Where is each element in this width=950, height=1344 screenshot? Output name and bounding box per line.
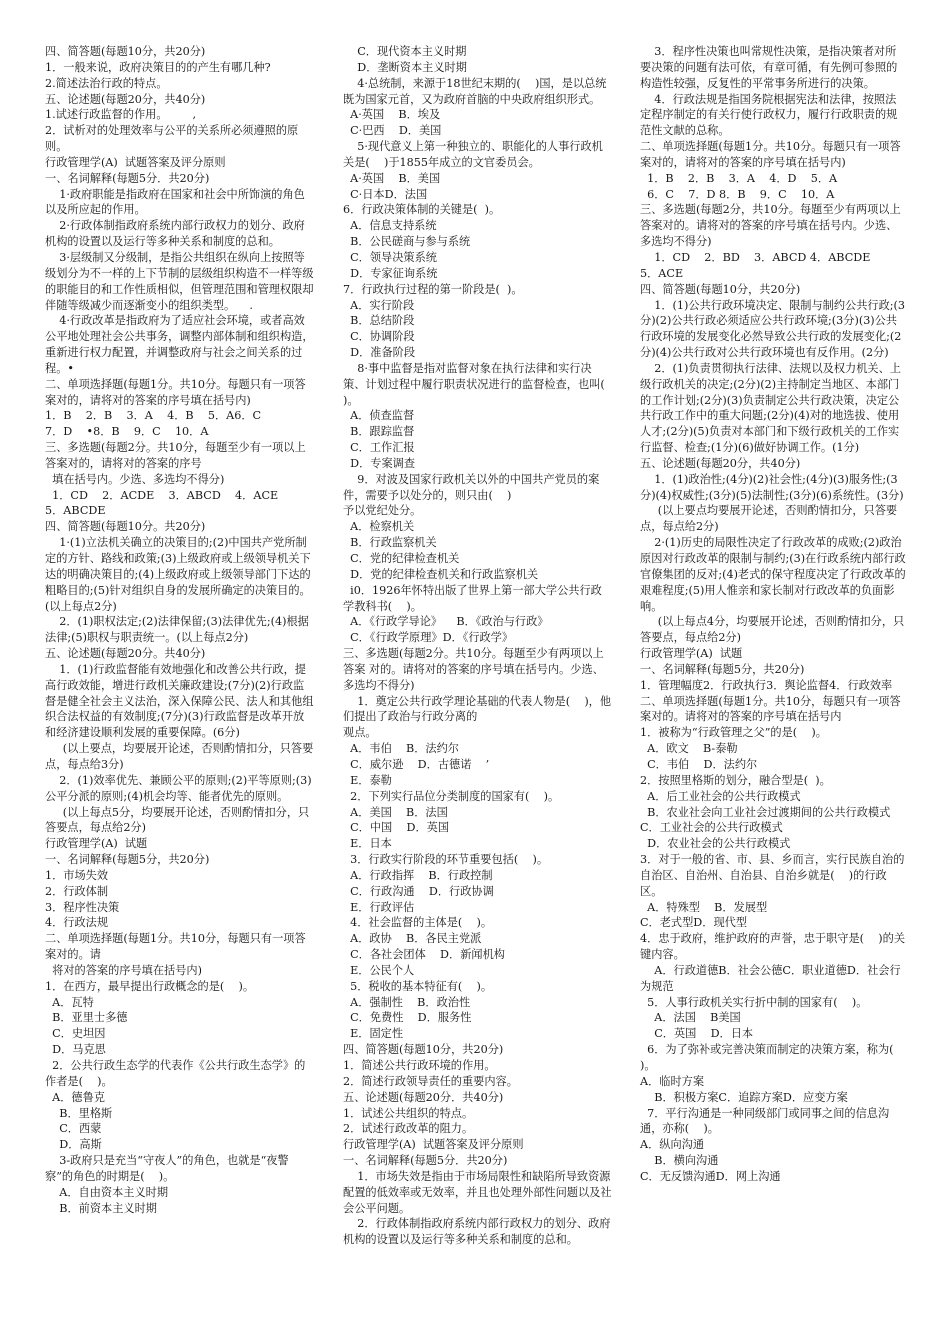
text-line: 三、多选题(每题2分。共10分。每题至少有两项以上答案 对的。请将对的答案的序号填在括号内。少选、多选均不得分) <box>343 647 604 692</box>
text-line: C．史坦因 <box>45 1027 106 1041</box>
text-line: (以上每点5分，均要展开论述，否则酌情扣分，只答要点，每点给2分) <box>45 805 310 835</box>
text-line: 五、论述题(每题20分。共40分) <box>45 647 206 661</box>
text-line: A．《行政学导论》 B．《政治与行政》 <box>343 615 549 629</box>
text-line: 3．程序性决策也叫常规性决策，是指决策者对所要决策的问题有法可依，有章可循，有先例可参照的构造性较强，反复性的平常事务所进行的决策。 <box>640 45 898 90</box>
text-line: 1．简述公共行政环境的作用。 <box>343 1059 496 1072</box>
text-line: 1．奠定公共行政学理论基础的代表人物是( )，他们提出了政治与行政分离的 <box>343 694 612 724</box>
text-line: A．政协 B．各民主党派 <box>343 932 482 946</box>
text-line: 6．C 7．D 8．B 9．C 10．A <box>640 187 835 201</box>
text-line: C．韦伯 D．法约尔 <box>640 757 758 771</box>
text-line: 1．CD 2．BD 3．ABCD 4．ABCDE <box>640 250 871 264</box>
text-line: A．强制性 B．政治性 <box>343 995 471 1009</box>
text-line: 3．程序性决策 <box>45 900 120 914</box>
text-line: 4．行政法规 <box>45 916 109 930</box>
text-line: C．《行政学原理》D．《行政学》 <box>343 631 514 645</box>
text-line: B．前资本主义时期 <box>45 1201 157 1215</box>
text-line: 1．管理幅度2．行政执行3．舆论监督4．行政效率 <box>640 678 893 692</box>
text-line: 4·总统制，来源于18世纪末期的( )国，是以总统既为国家元首，又为政府首脑的中央政府组织形式。 <box>343 76 607 106</box>
text-line: 填在括号内。少选、多选均不得分) <box>45 472 225 486</box>
text-line: B．公民磋商与参与系统 <box>343 235 471 249</box>
text-line: D．党的纪律检查机关和行政监察机关 <box>343 567 539 581</box>
text-line: (以上要点均要展开论述，否则酌情扣分，只答要点，每点给2分) <box>640 504 898 534</box>
text-line: 行政管理学(A) 试题 <box>640 647 743 661</box>
text-line: A．韦伯 B．法约尔 <box>343 742 459 756</box>
text-line: C．工业社会的公共行政模式 <box>640 821 783 835</box>
text-line: 一、名词解释(每题5分．共20分) <box>343 1154 508 1168</box>
text-line: D．准备阶段 <box>343 346 416 360</box>
text-line: 2．(1)负责贯彻执行法律、法规以及权力机关、上级行政机关的决定;(2分)(2)主持制定当地区、本部门的工作计划;(2分)(3)负责制定公共行政决策，决定公共行政工作中的重大问题;(2分)(4)对的地选拔、使用人才;(2分)(5)负责对本部门和下级行政机关的工作实行监督、检查;(1分)(6)做好协调工作。(1分) <box>640 361 901 455</box>
text-line: 1．(1)政治性;(4分)(2)社会性;(4分)(3)服务性;(3分)(4)权威性;(3分)(5)法制性;(3分)(6)系统性。(3分) <box>640 472 904 502</box>
text-line: A·英国 B．埃及 <box>343 108 441 122</box>
text-line: C．无反馈沟通D．网上沟通 <box>640 1169 781 1183</box>
text-line: 四、简答题(每题10分。共20分) <box>45 520 206 534</box>
text-line: 7．D •8．B 9．C 10．A <box>45 425 209 439</box>
text-line: 2．(1)职权法定;(2)法律保留;(3)法律优先;(4)根据法律;(5)职权与职责统一。(以上每点2分) <box>45 615 309 645</box>
text-line: 1．被称为“行政管理之父”的是( )。 <box>640 726 827 740</box>
text-line: 5．人事行政机关实行折中制的国家有( )。 <box>640 995 868 1009</box>
text-line: C．英国 D．日本 <box>640 1027 754 1041</box>
text-line: A．特殊型 B．发展型 <box>640 900 768 914</box>
text-line: 三、多选题(每题2分。共10分，每题至少有一项以上答案对的，请将对的答案的序号 <box>45 441 306 470</box>
text-line: 1．在西方，最早提出行政概念的是( )。 <box>45 979 255 993</box>
text-line: 二、单项选择题(每题1分。共10分，每题只有一项答案对的。请 <box>45 932 306 962</box>
text-line: 行政管理学(A) 试题答案及评分原则 <box>343 1138 524 1152</box>
text-line: 行政管理学(A) 试题答案及评分原则 <box>45 155 226 169</box>
text-line: 三、多选题(每题2分，共10分。每题至少有两项以上答案对的。请将对的答案的序号填在括号内。少选、多选均不得分) <box>640 203 901 249</box>
text-line: B．里格斯 <box>45 1106 113 1120</box>
text-line: E．固定性 <box>343 1027 404 1041</box>
text-line: 6．行政决策体制的关键是( )。 <box>343 203 501 217</box>
text-line: C·巴西 D．美国 <box>343 124 442 138</box>
text-line: 五、论述题(每题20分．共40分) <box>343 1090 504 1104</box>
text-line: 1．一般来说，政府决策目的的产生有哪几种? <box>45 60 271 74</box>
text-line: B．跟踪监督 <box>343 425 415 439</box>
text-line: 五、论述题(每题20分，共40分) <box>640 456 801 470</box>
text-line: A．纵向沟通 <box>640 1138 705 1152</box>
text-line: D．高斯 <box>45 1138 102 1152</box>
text-line: 四、简答题(每题10分，共20分) <box>45 45 206 58</box>
text-line: C．西蒙 <box>45 1122 102 1136</box>
text-line: A．美国 B．法国 <box>343 805 448 819</box>
text-line: 8·事中监督是指对监督对象在执行法律和实行决策、计划过程中履行职责状况进行的监督检查，也叫( )。 <box>343 361 612 407</box>
text-line: A．后工业社会的公共行政模式 <box>640 789 801 803</box>
text-line: A．侦查监督 <box>343 409 415 423</box>
text-line: 2．行政体制 <box>45 884 109 898</box>
text-line: 2．公共行政生态学的代表作《公共行政生态学》的作者是( )。 <box>45 1059 306 1088</box>
text-line: 2．按照里格斯的划分，融合型是( )。 <box>640 773 831 787</box>
text-line: C·日本D．法国 <box>343 187 428 201</box>
text-line: 1.试述行政监督的作用。 , <box>45 108 196 122</box>
text-line: 1．试述公共组织的特点。 <box>343 1106 474 1120</box>
text-line: A．行政指挥 B．行政控制 <box>343 868 493 882</box>
text-line: A．临时方案 <box>640 1074 705 1088</box>
text-line: C．党的纪律检查机关 <box>343 552 460 565</box>
text-line: 四、简答题(每题10分，共20分) <box>343 1043 504 1057</box>
text-line: A．自由资本主义时期 <box>45 1185 169 1199</box>
text-line: 2.简述法治行政的特点。 <box>45 76 168 90</box>
text-line: 1．B 2．B 3．A 4．D 5．A <box>640 171 838 185</box>
text-line: 3-政府只是充当“守夜人”的角色，也就是“夜警察”的角色的时期是( )。 <box>45 1154 289 1183</box>
text-line: 1·政府职能是指政府在国家和社会中所饰演的角色以及所应起的作用。 <box>45 187 305 217</box>
text-line: 1．(1)公共行政环境决定、限制与制约公共行政;(3分)(2)公共行政必须适应公共行政环境;(3分)(3)公共行政环境的发展变化必然导致公共行政的发展变化;(2分)(4)公共行政对公共行政环境也有反作用。(2分) <box>640 298 906 360</box>
text-line: B．农业社会向工业社会过渡期间的公共行政模式 <box>640 805 891 819</box>
text-line: 1·(1)立法机关确立的决策目的;(2)中国共产党所制定的方针、路线和政策;(3)上级政府或上级领导机关下达的明确决策目的;(4)上级政府或上级领导部门下达的粗略目的;(5)针对组织自身的发展所确定的决策目的。(以上每点2分) <box>45 536 311 613</box>
text-line: B．行政监察机关 <box>343 536 437 550</box>
text-line: 1．B 2．B 3．A 4．B 5．A6．C <box>45 409 262 423</box>
text-line: 5．税收的基本特征有( )。 <box>343 979 493 993</box>
text-line: C．协调阶段 <box>343 330 415 344</box>
text-line: 5·现代意义上第一种独立的、职能化的人事行政机关是( )于1855年成立的文官委员会。 <box>343 140 603 169</box>
text-line: 2．试述行政改革的阻力。 <box>343 1122 474 1136</box>
text-line: D．马克思 <box>45 1043 106 1057</box>
text-line: C．行政沟通 D．行政协调 <box>343 884 494 898</box>
text-line: 四、简答题(每题10分，共20分) <box>640 282 801 296</box>
text-line: 2．下列实行品位分类制度的国家有( )。 <box>343 789 560 803</box>
text-line: 2·行政体制指政府系统内部行政权力的划分、政府机构的设置以及运行等多种关系和制度的总和。 <box>45 219 305 249</box>
text-line: 二、单项选择题(每题1分。共10分，每题只有一项答案对的。请将对的答案的序号填在括号内 <box>640 694 901 724</box>
text-line: 二、单项选择题(每题1分。共10分。每题只有一项答案对的，请将对的答案的序号填在括号内) <box>45 377 306 407</box>
text-line: A·英国 B．美国 <box>343 171 441 185</box>
text-line: E．泰勒 <box>343 773 392 787</box>
text-line: A．欧文 B-泰勒 <box>640 742 738 756</box>
text-line: 3．行政实行阶段的环节重要包括( )。 <box>343 853 549 867</box>
text-line: C．现代资本主义时期 <box>343 45 467 58</box>
text-line: A．信息支持系统 <box>343 219 437 233</box>
text-line: 7．平行沟通是一种同级部门或同事之间的信息沟通，亦称( )。 <box>640 1106 890 1136</box>
text-line: (以上每点4分，均要展开论述，否则酌情扣分，只答要点，每点给2分) <box>640 615 905 645</box>
text-line: 1．市场失效是指由于市场局限性和缺陷所导致资源配置的低效率或无效率，并且也处理外部性问题以及社会公平问题。 <box>343 1169 612 1215</box>
text-line: 5．ABCDE <box>45 504 106 518</box>
text-line: 一、名词解释(每题5分，共20分) <box>640 662 805 676</box>
text-line: 3．对于一般的省、市、县、乡而言，实行民族自治的自治区、自治州、自治县、自治乡就是( )的行政区。 <box>640 853 905 898</box>
text-line: 行政管理学(A) 试题 <box>45 837 148 851</box>
text-line: B．亚里士多德 <box>45 1011 128 1025</box>
text-line: A．实行阶段 <box>343 298 415 312</box>
column-middle <box>343 44 613 1248</box>
text-line: A．德鲁克 <box>45 1090 105 1104</box>
text-line: 9．对波及国家行政机关以外的中国共产党员的案件，需要予以处分的，则只由( ) <box>343 472 600 502</box>
text-line: 1．(1)行政监督能有效地强化和改善公共行政，提高行政效能，增进行政机关廉政建设;(7分)(2)行政监督是健全社会主义法治，深入保障公民、法人和其他组织合法权益的有效制度;(7分)(3)行政监督是改革开放和经济建设顺利发展的重要保障。(6分) <box>45 662 314 740</box>
text-line: 6．为了弥补或完善决策而制定的决策方案，称为( )。 <box>640 1043 908 1072</box>
text-line: A．检察机关 <box>343 520 415 534</box>
text-line: E．公民个人 <box>343 963 415 977</box>
text-line: E．行政评估 <box>343 900 415 914</box>
text-line: A．瓦特 <box>45 995 94 1009</box>
text-line: A．行政道德B．社会公德C．职业道德D．社会行为规范 <box>640 963 901 993</box>
text-line: 4．忠于政府，维护政府的声誉，忠于职守是( )的关键内容。 <box>640 932 906 962</box>
text-line: C．中国 D．英国 <box>343 821 450 835</box>
text-line: i0．1926年怀特出版了世界上第一部大学公共行政学教科书( )。 <box>343 583 602 613</box>
text-line: B．积极方案C．追踪方案D．应变方案 <box>640 1090 848 1104</box>
text-line: A．法国 B美国 <box>640 1011 741 1025</box>
text-line: 4．行政法规是指国务院根据宪法和法律，按照法定程序制定的有关行使行政权力，履行行政职责的规范性文献的总称。 <box>640 92 898 138</box>
text-line: 4·行政改革是指政府为了适应社会环境，或者高效公平地处理社会公共事务，调整内部体制和组织构造，重新进行权力配置，并调整政府与社会之间关系的过程。• <box>45 314 314 375</box>
text-line: D．垄断资本主义时期 <box>343 60 467 74</box>
text-line: 2．行政体制指政府系统内部行政权力的划分、政府机构的设置以及运行等多种关系和制度的总和。 <box>343 1217 611 1247</box>
text-line: C．领导决策系统 <box>343 250 437 264</box>
text-line: 观点。 <box>343 726 377 740</box>
text-line: C．免费性 D．服务性 <box>343 1011 472 1025</box>
text-line: 2．(1)效率优先、兼顾公平的原则;(2)平等原则;(3)公平分派的原则;(4)机会均等、能者优先的原则。 <box>45 773 312 803</box>
text-line: C．各社会团体 D．新闻机构 <box>343 948 505 962</box>
text-line: (以上要点，均要展开论述，否则酌情扣分，只答要点，每点给3分) <box>45 742 314 771</box>
text-line: C．老式型D．现代型 <box>640 916 748 930</box>
text-line: D．农业社会的公共行政模式 <box>640 837 791 851</box>
text-line: D．专家征询系统 <box>343 266 438 280</box>
text-line: 1．市场失效 <box>45 868 109 882</box>
text-line: 4．社会监督的主体是( )。 <box>343 916 493 930</box>
text-line: C．工作汇报 <box>343 441 415 455</box>
text-line: 将对的答案的序号填在括号内) <box>45 963 202 977</box>
text-line: D．专案调查 <box>343 456 416 470</box>
column-right <box>640 44 907 1185</box>
text-line: 2．简述行政领导责任的重要内容。 <box>343 1074 518 1088</box>
text-line: C．威尔逊 D．古德诺 ’ <box>343 757 490 771</box>
column-left <box>45 44 315 1216</box>
text-line: 予以党纪处分。 <box>343 504 422 518</box>
text-line: B．横向沟通 <box>640 1154 719 1168</box>
text-line: 一、名词解释(每题5分．共20分) <box>45 171 210 185</box>
text-line: 五、论述题(每题20分，共40分) <box>45 92 206 106</box>
text-line: 5．ACE <box>640 266 684 280</box>
text-line: 二、单项选择题(每题1分。共10分。每题只有一项答案对的，请将对的答案的序号填在括号内) <box>640 140 901 169</box>
text-line: B．总结阶段 <box>343 314 415 328</box>
text-line: 一、名词解释(每题5分，共20分) <box>45 853 210 867</box>
text-line: 1．CD 2．ACDE 3．ABCD 4．ACE <box>45 488 279 502</box>
text-line: 7．行政执行过程的第一阶段是( )。 <box>343 282 523 296</box>
text-line: 3·层级制又分级制，是指公共组织在纵向上按照等级划分为不一样的上下节制的层级组织构造不一样等级的职能目的和工作性质相似，但管理范围和管理权限却伴随等级减少而逐渐变小的组织类型。 . <box>45 250 314 312</box>
text-line: E．日本 <box>343 837 392 851</box>
text-line: 2．试析对的处理效率与公平的关系所必须遵照的原则。 <box>45 124 299 154</box>
text-line: 2·(1)历史的局限性决定了行政改革的成败;(2)政治原因对行政改革的限制与制约;(3)在行政系统内部行政官僚集团的反对;(4)老式的保守程度决定了行政改革的艰难程度;(5)用人惟亲和家长制对行政改革的负面影响。 <box>640 536 906 613</box>
